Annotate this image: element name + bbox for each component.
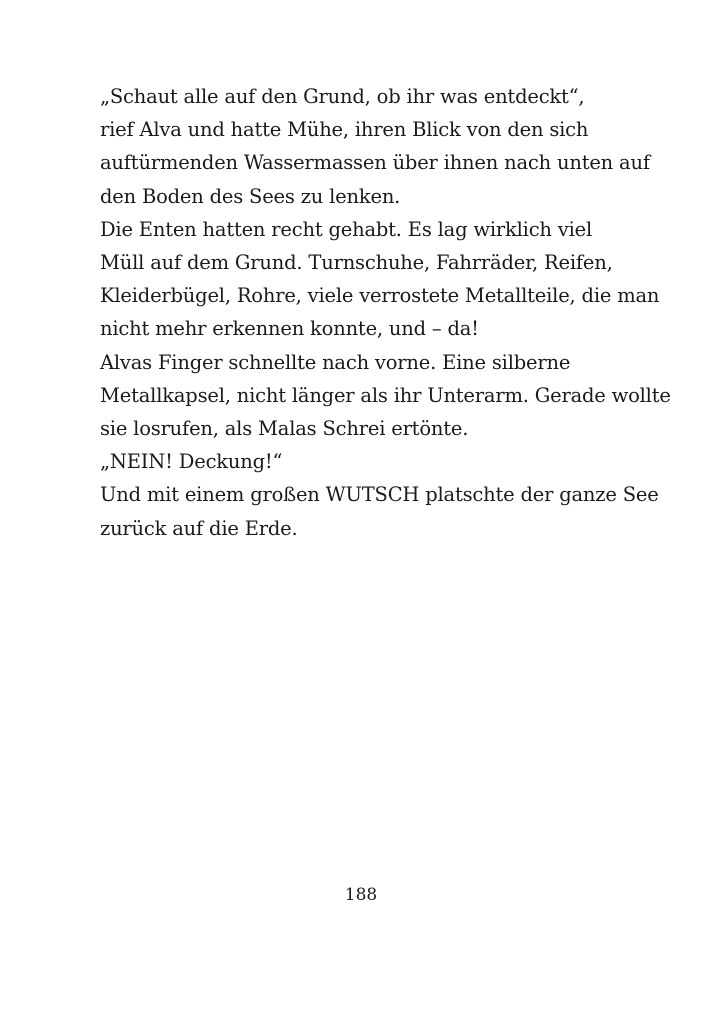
text-line: Die Enten hatten recht gehabt. Es lag wirklich viel [100, 217, 593, 241]
text-line: Alvas Finger schnellte nach vorne. Eine silberne [100, 350, 571, 374]
text-line: den Boden des Sees zu lenken. [100, 184, 401, 208]
text-line: nicht mehr erkennen konnte, und – da! [100, 317, 479, 341]
text-line: rief Alva und hatte Mühe, ihren Blick von den sich [100, 118, 589, 142]
text-line: Und mit einem großen WUTSCH platschte der ganze See [100, 483, 659, 507]
text-line: sie losrufen, als Malas Schrei ertönte. [100, 417, 469, 441]
text-line: Kleiderbügel, Rohre, viele verrostete Metallteile, die man [100, 284, 660, 308]
text-line: zurück auf die Erde. [100, 516, 298, 540]
text-line: Müll auf dem Grund. Turnschuhe, Fahrräder, Reifen, [100, 251, 613, 275]
text-line: „NEIN! Deckung!“ [100, 450, 283, 474]
text-line: auftürmenden Wassermassen über ihnen nach unten auf [100, 151, 650, 175]
text-line: „Schaut alle auf den Grund, ob ihr was entdeckt“, [100, 85, 585, 108]
text-line: Metallkapsel, nicht länger als ihr Unterarm. Gerade wollte [100, 383, 671, 407]
body-text [100, 80, 671, 545]
page-number: 188 [344, 885, 378, 905]
